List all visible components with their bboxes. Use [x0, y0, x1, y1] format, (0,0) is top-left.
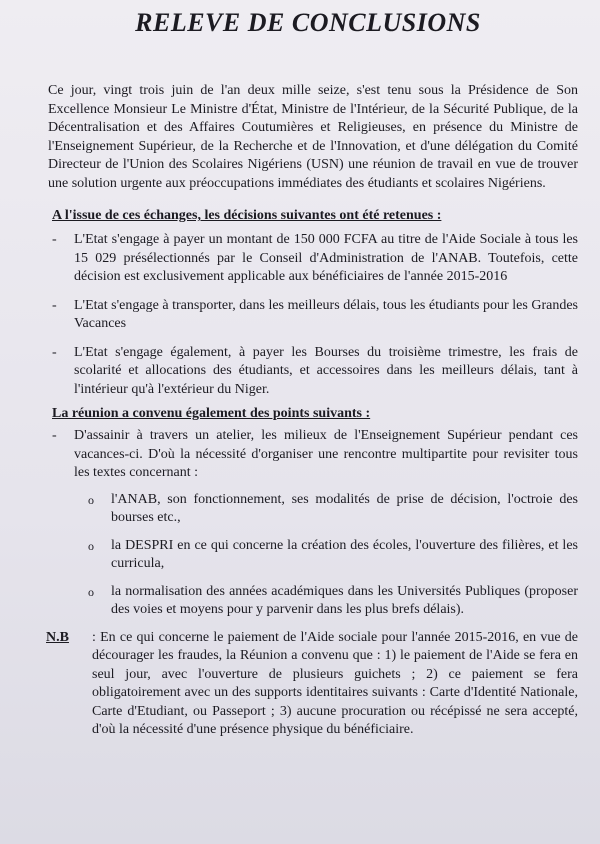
dash-bullet: -: [52, 344, 57, 360]
nb-text: [48, 629, 578, 740]
list-item: [48, 297, 578, 334]
list-item: [48, 427, 578, 483]
list-item: [48, 583, 578, 620]
subpoint-text: la DESPRI en ce qui concerne la création des écoles, l'ouverture des filières, et les curricula,: [111, 537, 578, 571]
subpoint-text: la normalisation des années académiques dans les Universités Publiques (proposer des voies et moyens pour y parvenir dans les plus brefs délais).: [111, 583, 578, 617]
subpoints-list: [48, 491, 578, 620]
intro-paragraph: Ce jour, vingt trois juin de l'an deux mille seize, s'est tenu sous la Présidence de Son Excellence Monsieur Le Ministre d'État, Ministre de l'Intérieur, de la Sécurité Publique, de la Décentralisation et des Affaires Coutumières et Religieuses, en présence du Ministre de l'Enseignement Supérieur, de la Recherche et de l'Innovation, et d'une délégation du Comité Directeur de l'Union des Scolaires Nigériens (USN) une réunion de travail en vue de trouver une solution urgente aux préoccupations immédiates des étudiants et scolaires Nigériens.: [48, 83, 578, 191]
nb-label-text: N.B: [46, 629, 69, 645]
list-item: [48, 491, 578, 528]
nb-body: En ce qui concerne le paiement de l'Aide sociale pour l'année 2015-2016, en vue de décourager les fraudes, la Réunion a convenu que : 1) le paiement de l'Aide se fera en seul jour, avec l'ouverture de plusieurs guichets ; 2) ce paiement se fera obligatoirement avec un des supports identitaires suivants : Carte d'Identité Nationale, Carte d'Etudiant, ou Passeport ; 3) aucune procuration ou récépissé ne sera accepté, d'où la nécessité d'une présence physique du bénéficiaire.: [92, 629, 579, 737]
list-item: [48, 537, 578, 574]
document-title: RELEVE DE CONCLUSIONS: [135, 8, 481, 37]
circle-bullet: o: [88, 492, 94, 507]
circle-bullet: o: [88, 538, 94, 553]
decision-text: L'Etat s'engage également, à payer les Bourses du troisième trimestre, les frais de scolarité et allocations des étudiants, et accessoires dans les meilleurs délais, tant à l'intérieur qu'à l'extérieur du Niger.: [74, 344, 578, 397]
decisions-heading: A l'issue de ces échanges, les décisions suivantes ont été retenues :: [52, 208, 442, 223]
circle-bullet: o: [88, 584, 94, 599]
point-text: D'assainir à travers un atelier, les milieux de l'Enseignement Supérieur pendant ces vacances-ci. D'où la nécessité d'organiser une rencontre multipartite pour revisiter tous les textes concernant :: [74, 428, 578, 480]
list-item: [48, 231, 578, 287]
nb-label: [46, 629, 69, 648]
subpoint-text: l'ANAB, son fonctionnement, ses modalités de prise de décision, l'octroie des bourses etc.,: [111, 491, 578, 525]
decision-text: L'Etat s'engage à transporter, dans les meilleurs délais, tous les étudiants pour les Grandes Vacances: [74, 297, 578, 331]
list-item: [48, 344, 578, 400]
decision-text: L'Etat s'engage à payer un montant de 150 000 FCFA au titre de l'Aide Sociale à tous les 15 029 présélectionnés par le Conseil d'Administration de l'ANAB. Toutefois, cette décision est exclusivement applicable aux bénéficiaires de l'année 2015-2016: [74, 232, 578, 284]
nb-note: [8, 629, 578, 740]
nb-separator: :: [92, 629, 96, 645]
decisions-list: [48, 231, 578, 399]
points-list: [48, 427, 578, 483]
dash-bullet: -: [52, 232, 57, 247]
dash-bullet: -: [52, 297, 57, 313]
points-heading: La réunion a convenu également des points suivants :: [52, 406, 371, 421]
dash-bullet: -: [52, 428, 57, 443]
